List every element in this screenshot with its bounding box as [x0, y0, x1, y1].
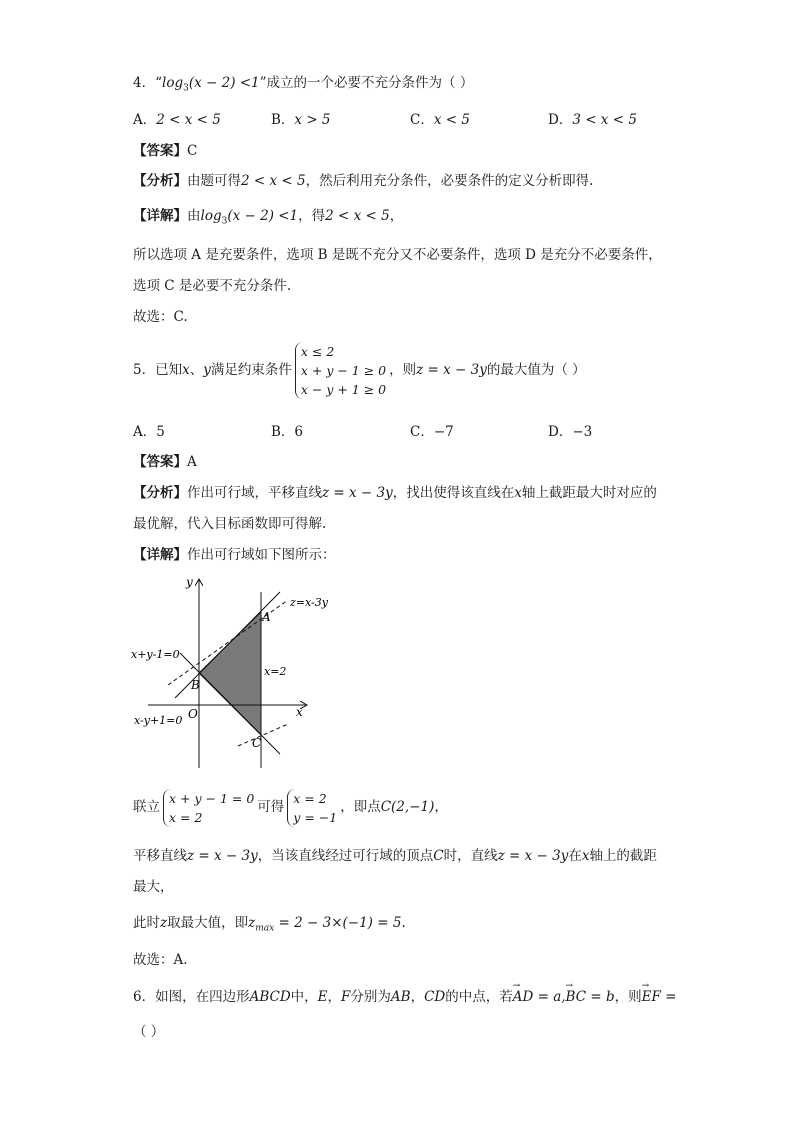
q5-answer: 【答案】A [133, 454, 197, 470]
q5-option-b[interactable]: B．6 [271, 424, 304, 440]
label-y-axis: y [186, 575, 193, 589]
q5-max: 此时z取最大值，即$z_{max} = 2 - 3\times(-1) = 5$. [133, 915, 406, 934]
q5-joint: 联立x + y − 1 = 0 x = 2可得x = 2 y = −1，即点C(2,−1)， [133, 790, 448, 825]
q4-detail: 【详解】由$\log_3(x - 2) <1$，得2 < x < 5， [133, 208, 404, 227]
q5-analysis: 【分析】作出可行域，平移直线z = x − 3y，找出使得该直线在x轴上截距最大时对应的 [133, 485, 657, 501]
q5-option-c[interactable]: C．−7 [410, 424, 454, 440]
q4-detail-line3: 选项 C 是必要不充分条件. [133, 278, 292, 294]
q4-options [133, 108, 693, 128]
q5-option-d[interactable]: D．−3 [548, 424, 593, 440]
q4-option-d[interactable]: D．3 < x < 5 [548, 112, 637, 128]
q4-stem: 4．“$\log_3(x - 2) <1$”成立的一个必要不充分条件为（ ） [133, 75, 474, 94]
q6-stem: 6．如图，在四边形ABCD中，E，F分别为AB，CD的中点，若→ AD = a,→ BC = b，则→ EF = [133, 987, 676, 1007]
label-point-b: B [191, 678, 200, 692]
label-objective-line: z=x-3y [290, 596, 328, 609]
q5-conclusion: 故选：A. [133, 952, 188, 968]
q4-option-b[interactable]: B．x > 5 [271, 112, 331, 128]
q4-detail-line2: 所以选项 A 是充要条件，选项 B 是既不充分又不必要条件，选项 D 是充分不必要条件， [133, 247, 662, 263]
q5-stem: 5．已知x、y满足约束条件x ≤ 2 x + y − 1 ≥ 0 x − y + 1 ≥ 0，则z = x − 3y的最大值为（ ） [133, 344, 586, 397]
q5-constraint-system: x ≤ 2 x + y − 1 ≥ 0 x − y + 1 ≥ 0 [295, 342, 386, 399]
q5-joint-system: x + y − 1 = 0 x = 2 [163, 789, 254, 827]
q5-detail: 【详解】作出可行域如下图所示： [133, 547, 336, 563]
feasible-region-figure [128, 572, 328, 772]
q4-analysis: 【分析】由题可得2 < x < 5，然后利用充分条件，必要条件的定义分析即得. [133, 173, 594, 189]
q4-log: log [162, 75, 184, 91]
label-line-3: x-y+1=0 [134, 714, 183, 727]
label-point-a: A [262, 610, 271, 624]
vector-bc: → BC [566, 987, 587, 1007]
answer-tag: 【答案】 [133, 143, 187, 159]
label-origin: O [188, 707, 198, 721]
q5-shift: 平移直线z = x − 3y，当该直线经过可行域的顶点C时，直线z = x − 3y在x轴上的截距 [133, 848, 657, 864]
q4-option-a[interactable]: A．2 < x < 5 [133, 112, 221, 128]
line-objective-lower [238, 724, 288, 746]
q4-conclusion: 故选：C. [133, 309, 188, 325]
vector-ef: → EF [642, 987, 661, 1007]
label-line-2: x=2 [264, 665, 287, 678]
q5-options [133, 420, 693, 440]
q5-option-a[interactable]: A．5 [133, 424, 165, 440]
q4-answer: 【答案】C [133, 143, 198, 159]
q5-analysis-line2: 最优解，代入目标函数即可得解. [133, 516, 327, 532]
q4-option-c[interactable]: C．x < 5 [410, 112, 470, 128]
label-point-c: C [252, 736, 262, 750]
label-x-axis: x [296, 705, 303, 719]
feasible-region [199, 612, 261, 735]
q6-paren: （ ） [133, 1024, 165, 1040]
q5-joint-solution: x = 2 y = −1 [287, 789, 337, 827]
q5-shift-line2: 最大， [133, 879, 174, 895]
label-line-1: x+y-1=0 [131, 648, 180, 661]
vector-ad: → AD [513, 987, 534, 1007]
